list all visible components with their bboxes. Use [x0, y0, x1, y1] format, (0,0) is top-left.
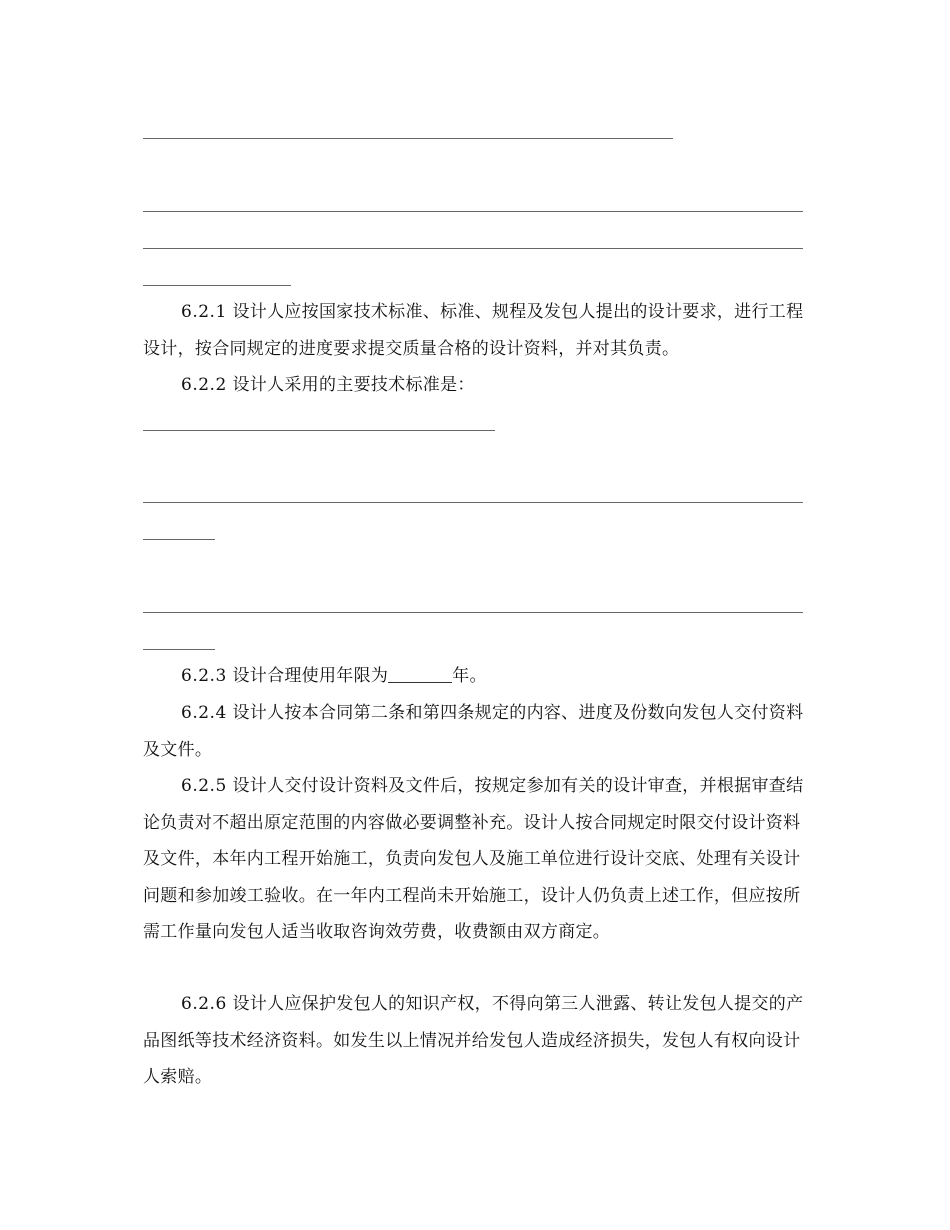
clause-text-suffix: 年。 [452, 666, 487, 686]
paragraph-6-2-4 [143, 695, 808, 768]
clause-text: 设计人应按国家技术标准、标准、规程及发包人提出的设计要求，进行工程设计，按合同规定的进度要求提交质量合格的设计资料，并对其负责。 [143, 302, 804, 359]
clause-number: 6.2.2 [181, 375, 227, 395]
clause-number: 6.2.6 [181, 994, 227, 1014]
paragraph-6-2-3 [143, 658, 808, 695]
blank-line-5 [143, 430, 495, 431]
clause-text: 设计合理使用年限为 [232, 666, 389, 686]
paragraph-6-2-2 [143, 367, 808, 404]
blank-line-7 [143, 539, 215, 540]
clause-number: 6.2.5 [181, 776, 227, 796]
blank-line-8 [143, 612, 803, 613]
blank-line-6 [143, 502, 803, 503]
paragraph-6-2-5 [143, 768, 808, 951]
blank-line-3 [143, 248, 803, 249]
years-blank [388, 667, 452, 683]
clause-number: 6.2.3 [181, 666, 227, 686]
clause-text: 设计人应保护发包人的知识产权，不得向第三人泄露、转让发包人提交的产品图纸等技术经济资料。如发生以上情况并给发包人造成经济损失，发包人有权向设计人索赔。 [143, 994, 804, 1087]
clause-number: 6.2.4 [181, 703, 227, 723]
blank-line-9 [143, 649, 215, 650]
clause-number: 6.2.1 [181, 302, 227, 322]
paragraph-6-2-6 [143, 986, 808, 1096]
blank-line-1 [143, 138, 673, 139]
clause-text: 设计人按本合同第二条和第四条规定的内容、进度及份数向发包人交付资料及文件。 [143, 703, 804, 760]
clause-text: 设计人采用的主要技术标准是： [232, 375, 475, 395]
clause-text: 设计人交付设计资料及文件后，按规定参加有关的设计审查，并根据审查结论负责对不超出原定范围的内容做必要调整补充。设计人按合同规定时限交付设计资料及文件，本年内工程开始施工，负责向发包人及施工单位进行设计交底、处理有关设计问题和参加竣工验收。在一年内工程尚未开始施工，设计人仍负责上述工作，但应按所需工作量向发包人适当收取咨询效劳费，收费额由双方商定。 [143, 776, 804, 942]
blank-line-4 [143, 285, 291, 286]
blank-line-2 [143, 211, 803, 212]
paragraph-6-2-1 [143, 294, 808, 367]
